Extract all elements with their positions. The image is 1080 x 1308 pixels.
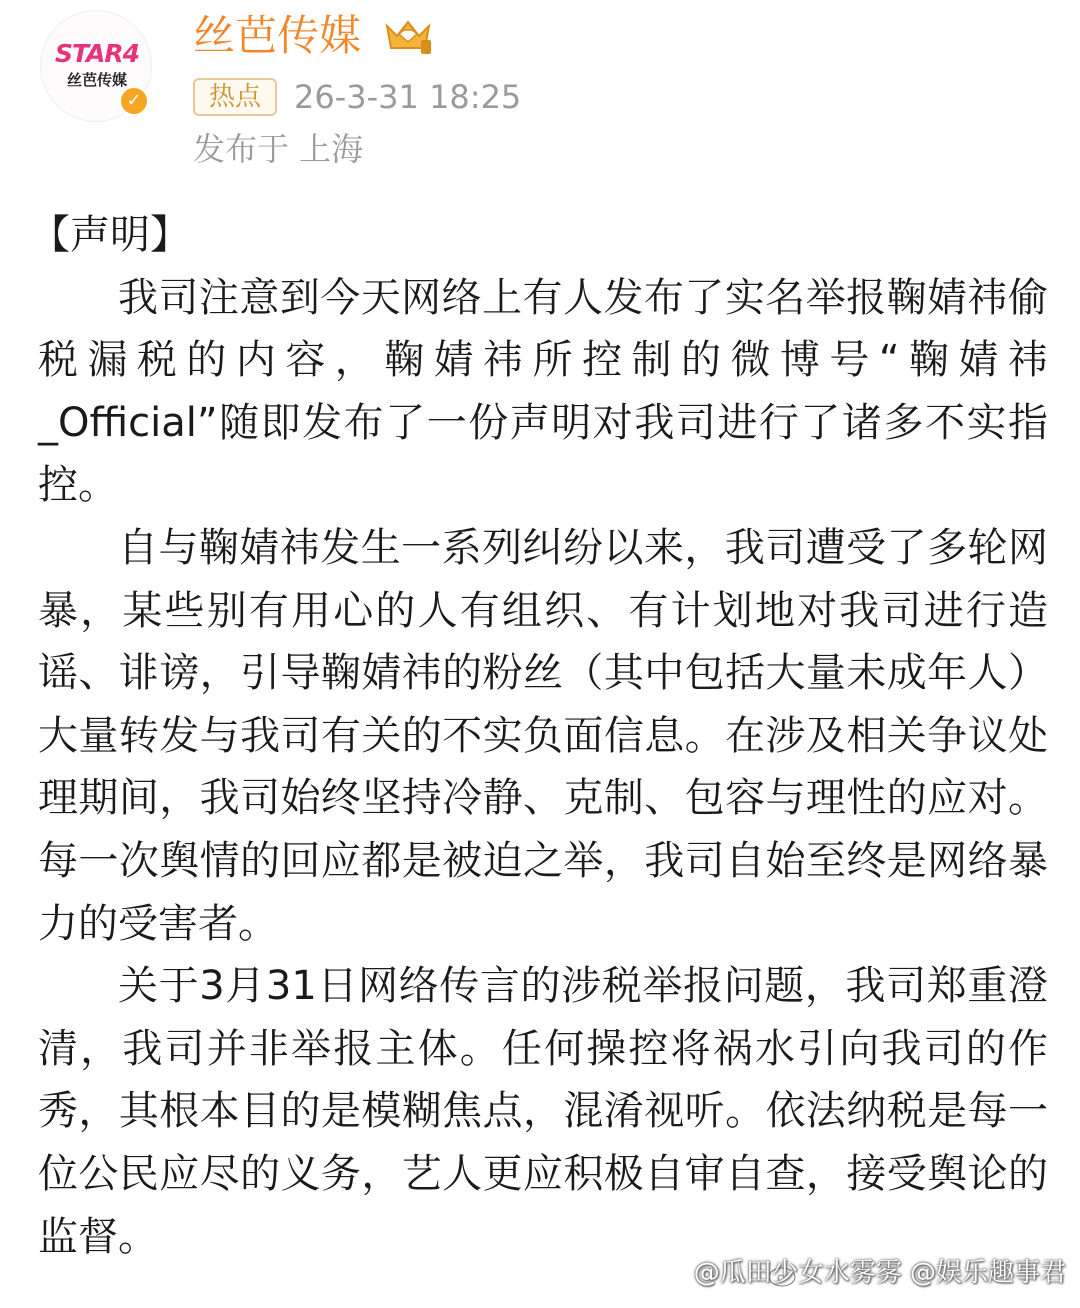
post-heading: 【声明】 — [30, 212, 190, 258]
crown-badge-icon[interactable] — [383, 16, 433, 56]
post-content — [30, 204, 1048, 1268]
verified-icon: ✓ — [118, 85, 150, 117]
avatar-logo-text: STAR4 — [54, 39, 140, 68]
username[interactable]: 丝芭传媒 — [193, 11, 362, 60]
avatar-logo-subtext: 丝芭传媒 — [66, 71, 127, 89]
post-paragraph: 我司注意到今天网络上有人发布了实名举报鞠婧祎偷税漏税的内容，鞠婧祎所控制的微博号“鞠婧祎_Official”随即发布了一份声明对我司进行了诸多不实指控。 — [38, 274, 1048, 509]
hot-badge[interactable]: 热点 — [193, 78, 277, 116]
post-location: 发布于 上海 — [193, 130, 364, 168]
post-timestamp: 26-3-31 18:25 — [294, 78, 522, 116]
post-paragraph: 自与鞠婧祎发生一系列纠纷以来，我司遭受了多轮网暴，某些别有用心的人有组织、有计划地对我司进行造谣、诽谤，引导鞠婧祎的粉丝（其中包括大量未成年人）大量转发与我司有关的不实负面信息。在涉及相关争议处理期间，我司始终坚持冷静、克制、包容与理性的应对。每一次舆情的回应都是被迫之举，我司自始至终是网络暴力的受害者。 — [38, 524, 1048, 947]
watermark: @瓜田少女水雾雾 @娱乐趣事君 — [693, 1258, 1066, 1288]
post-paragraph: 关于3月31日网络传言的涉税举报问题，我司郑重澄清，我司并非举报主体。任何操控将祸水引向我司的作秀，其根本目的是模糊焦点，混淆视听。依法纳税是每一位公民应尽的义务，艺人更应积极自审自查，接受舆论的监督。 — [38, 963, 1048, 1260]
